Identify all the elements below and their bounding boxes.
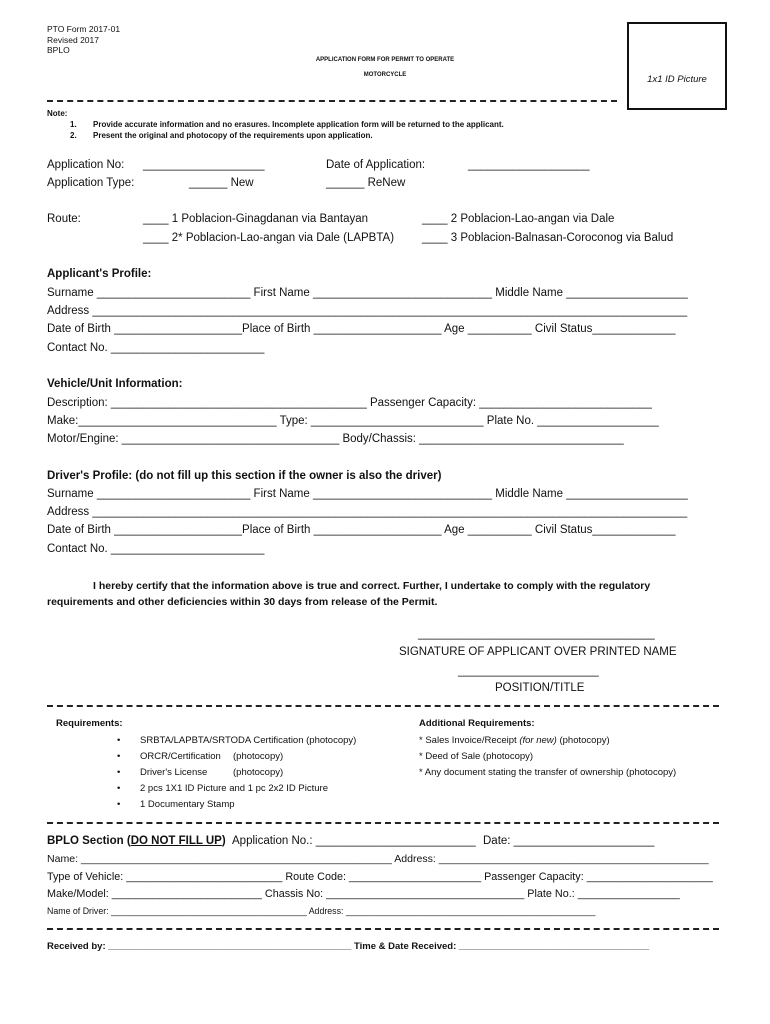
- additional-requirement-1: [419, 735, 610, 746]
- application-type-label: Application Type:: [47, 177, 135, 189]
- route-option-2-lapbta[interactable]: ____ 2* Poblacion-Lao-angan via Dale (LAPBTA): [143, 232, 395, 244]
- application-no-label: Application No:: [47, 159, 125, 171]
- bplo-make-line[interactable]: Make/Model: _________________________ Chassis No: _________________________________ Plate No.: _________________: [47, 888, 680, 900]
- requirements-divider-top: [47, 705, 719, 707]
- position-label: POSITION/TITLE: [495, 682, 585, 694]
- driver-address-line[interactable]: Address _____________________________________________________________________________________________: [47, 506, 688, 518]
- requirement-photocopy-3: (photocopy): [233, 767, 284, 778]
- bplo-date-line[interactable]: Date: ______________________: [483, 835, 655, 847]
- driver-birth-line[interactable]: Date of Birth ____________________Place of Birth ____________________ Age __________ Civil Status_____________: [47, 524, 676, 536]
- application-type-renew[interactable]: ______ ReNew: [326, 177, 406, 189]
- id-picture-label: 1x1 ID Picture: [647, 74, 707, 85]
- bplo-divider-bottom: [47, 928, 719, 930]
- certification-line-2: requirements and other deficiencies within 30 days from release of the Permit.: [47, 596, 438, 608]
- time-date-received-line[interactable]: Time & Date Received: ____________________________________: [354, 941, 650, 952]
- id-picture-box: [627, 22, 727, 110]
- additional-requirement-2: * Deed of Sale (photocopy): [419, 751, 534, 762]
- route-label: Route:: [47, 213, 81, 225]
- applicant-contact-line[interactable]: Contact No. ________________________: [47, 342, 265, 354]
- requirement-item-3: Driver's License: [140, 767, 208, 778]
- route-option-2[interactable]: ____ 2 Poblacion-Lao-angan via Dale: [422, 213, 615, 225]
- bplo-section-heading: [47, 835, 226, 847]
- driver-contact-line[interactable]: Contact No. ________________________: [47, 543, 265, 555]
- form-number: PTO Form 2017-01: [47, 24, 121, 34]
- bullet: •: [117, 783, 121, 794]
- form-subtitle: MOTORCYCLE: [363, 72, 407, 78]
- position-field[interactable]: ______________________: [458, 665, 599, 677]
- bplo-divider-top: [47, 822, 719, 824]
- date-of-application-label: Date of Application:: [326, 159, 426, 171]
- certification-line-1: I hereby certify that the information above is true and correct. Further, I undertake to comply with the regulatory: [93, 580, 651, 592]
- signature-field[interactable]: _____________________________________: [418, 628, 655, 640]
- route-option-1[interactable]: ____ 1 Poblacion-Ginagdanan via Bantayan: [143, 213, 369, 225]
- bplo-section-close: ): [221, 835, 226, 847]
- additional-requirement-1-photocopy: (photocopy): [556, 735, 610, 746]
- driver-name-line[interactable]: Surname ________________________ First Name ____________________________ Middle Name ___________________: [47, 488, 688, 500]
- applicant-address-line[interactable]: Address _____________________________________________________________________________________________: [47, 305, 688, 317]
- revision-label: Revised 2017: [47, 35, 99, 45]
- application-type-new[interactable]: ______ New: [189, 177, 254, 189]
- route-option-3[interactable]: ____ 3 Poblacion-Balnasan-Coroconog via Balud: [422, 232, 674, 244]
- vehicle-description-line[interactable]: Description: ________________________________________ Passenger Capacity: ___________________________: [47, 397, 652, 409]
- note-text-1: Provide accurate information and no erasures. Incomplete application form will be returned to the applicant.: [93, 120, 504, 129]
- vehicle-motor-line[interactable]: Motor/Engine: __________________________________ Body/Chassis: ________________________________: [47, 433, 624, 445]
- bplo-do-not-fill: DO NOT FILL UP: [130, 835, 222, 847]
- requirement-photocopy-2: (photocopy): [233, 751, 284, 762]
- application-no-field[interactable]: ___________________: [143, 159, 265, 171]
- additional-requirement-1-text: * Sales Invoice/Receipt: [419, 735, 520, 746]
- bullet: •: [117, 767, 121, 778]
- applicant-name-line[interactable]: Surname ________________________ First Name ____________________________ Middle Name ___________________: [47, 287, 688, 299]
- requirement-item-4: 2 pcs 1X1 ID Picture and 1 pc 2x2 ID Picture: [140, 783, 328, 794]
- header-divider: [47, 100, 617, 102]
- vehicle-make-line[interactable]: Make:_______________________________ Type: ___________________________ Plate No. ___________________: [47, 415, 659, 427]
- additional-requirements-heading: Additional Requirements:: [419, 718, 535, 729]
- bplo-driver-line[interactable]: Name of Driver: ________________________________________ Address: ___________________________________________________: [47, 906, 596, 916]
- driver-profile-heading: Driver's Profile: (do not fill up this section if the owner is also the driver): [47, 470, 442, 482]
- applicant-birth-line[interactable]: Date of Birth ____________________Place of Birth ____________________ Age __________ Civil Status_____________: [47, 323, 676, 335]
- requirement-item-2: ORCR/Certification: [140, 751, 221, 762]
- requirements-heading: Requirements:: [56, 718, 123, 729]
- additional-requirement-3: * Any document stating the transfer of ownership (photocopy): [419, 767, 677, 778]
- date-of-application-field[interactable]: ___________________: [468, 159, 590, 171]
- additional-requirement-1-note: (for new): [519, 735, 557, 746]
- note-num-1: 1.: [70, 120, 77, 129]
- bullet: •: [117, 751, 121, 762]
- received-by-line[interactable]: Received by: ______________________________________________: [47, 941, 352, 952]
- requirement-item-5: 1 Documentary Stamp: [140, 799, 235, 810]
- bplo-application-no-line[interactable]: Application No.: _________________________: [232, 835, 476, 847]
- bullet: •: [117, 735, 121, 746]
- bplo-name-line[interactable]: Name: _____________________________________________________ Address: ______________________________________________: [47, 853, 709, 865]
- form-title: APPLICATION FORM FOR PERMIT TO OPERATE: [315, 57, 455, 63]
- note-label: Note:: [47, 109, 68, 118]
- applicant-profile-heading: Applicant's Profile:: [47, 268, 152, 280]
- note-num-2: 2.: [70, 131, 77, 140]
- bplo-section-label: BPLO Section (: [47, 835, 131, 847]
- signature-label: SIGNATURE OF APPLICANT OVER PRINTED NAME: [399, 646, 677, 658]
- note-text-2: Present the original and photocopy of the requirements upon application.: [93, 131, 373, 140]
- bplo-type-line[interactable]: Type of Vehicle: __________________________ Route Code: ______________________ Passenger Capacity: _____________________: [47, 871, 713, 883]
- bullet: •: [117, 799, 121, 810]
- requirement-item-1: SRBTA/LAPBTA/SRTODA Certification (photocopy): [140, 735, 357, 746]
- vehicle-info-heading: Vehicle/Unit Information:: [47, 378, 183, 390]
- office-label: BPLO: [47, 45, 70, 55]
